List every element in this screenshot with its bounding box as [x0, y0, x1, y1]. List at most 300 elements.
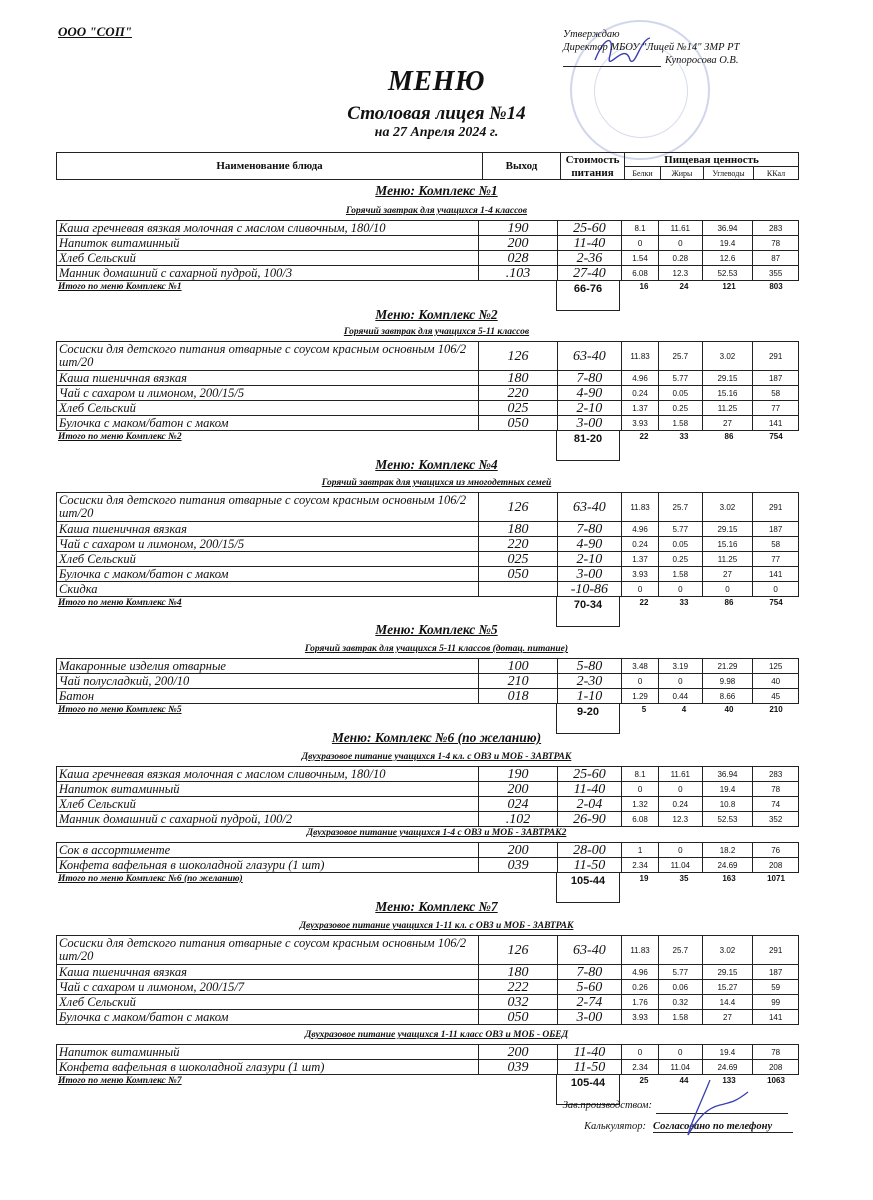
total-carbs: 86 [724, 432, 734, 441]
dish-fats: 11.61 [658, 767, 702, 782]
col-kcal-header: ККал [754, 167, 799, 180]
dish-cost: 27-40 [557, 266, 621, 281]
dish-fats: 25.7 [658, 493, 702, 522]
dish-carbs: 3.02 [702, 936, 753, 965]
total-cost: 66-76 [556, 281, 620, 311]
dish-fats: 1.58 [658, 416, 702, 431]
group-subtitle: Двухразовое питание учащихся 1-11 кл. с ОВЗ и МОБ - ЗАВТРАК [299, 921, 574, 931]
dish-output: 200 [479, 236, 557, 251]
dish-fats: 0 [658, 1045, 702, 1060]
total-label: Итого по меню Комплекс №4 [58, 598, 182, 608]
dish-cost: -10-86 [557, 582, 622, 597]
total-proteins: 5 [641, 705, 647, 714]
section-title: Меню: Комплекс №7 [375, 899, 498, 914]
dish-fats: 25.7 [658, 936, 702, 965]
dish-proteins: 11.83 [622, 342, 659, 371]
table-row [57, 1010, 799, 1025]
dish-cost: 7-80 [557, 522, 622, 537]
col-nutrition-header: Пищевая ценность [625, 153, 799, 167]
dish-output: 222 [479, 980, 557, 995]
dish-fats: 0 [658, 236, 702, 251]
dish-fats: 0.05 [658, 386, 702, 401]
table-row [57, 797, 799, 812]
dish-kcal: 187 [753, 371, 799, 386]
dish-carbs: 14.4 [702, 995, 753, 1010]
group-subtitle: Двухразовое питание учащихся 1-4 с ОВЗ и МОБ - ЗАВТРАК2 [306, 828, 567, 838]
table-row [57, 221, 799, 236]
dish-carbs: 27 [702, 567, 753, 582]
dish-proteins: 6.08 [622, 812, 659, 827]
total-kcal: 754 [769, 432, 783, 441]
dish-name: Хлеб Сельский [57, 401, 479, 416]
dish-cost: 4-90 [557, 386, 621, 401]
dish-proteins: 4.96 [622, 965, 659, 980]
total-kcal: 210 [769, 705, 783, 714]
total-kcal: 803 [769, 282, 783, 291]
dish-carbs: 29.15 [702, 371, 753, 386]
dish-output: 050 [479, 416, 557, 431]
table-row [57, 493, 799, 522]
group-subtitle: Горячий завтрак для учащихся 5-11 классов [343, 327, 530, 337]
dish-carbs: 3.02 [702, 342, 753, 371]
dish-kcal: 58 [753, 537, 799, 552]
dish-output: 180 [479, 522, 557, 537]
total-fats: 33 [679, 598, 689, 607]
dish-output [479, 582, 557, 597]
menu-table [56, 220, 799, 281]
table-row [57, 266, 799, 281]
total-label: Итого по меню Комплекс №1 [58, 282, 182, 292]
dish-carbs: 52.53 [702, 266, 753, 281]
table-row [57, 843, 799, 858]
dish-kcal: 291 [753, 342, 799, 371]
table-row [57, 674, 799, 689]
menu-table [56, 766, 799, 827]
dish-carbs: 29.15 [702, 522, 753, 537]
total-fats: 35 [679, 874, 689, 883]
dish-name: Сок в ассортименте [57, 843, 479, 858]
dish-output: 210 [479, 674, 557, 689]
total-cost: 70-34 [556, 597, 620, 627]
dish-fats: 0.32 [658, 995, 702, 1010]
dish-fats: 11.04 [658, 858, 702, 873]
dish-kcal: 208 [753, 858, 799, 873]
approval-line2: Директор МБОУ "Лицей №14" ЗМР РТ [563, 42, 740, 53]
total-fats: 4 [681, 705, 687, 714]
section-title: Меню: Комплекс №5 [375, 622, 498, 637]
dish-fats: 0.25 [658, 552, 702, 567]
total-cost: 105-44 [556, 1075, 620, 1105]
menu-table [56, 842, 799, 873]
dish-proteins: 1.32 [622, 797, 659, 812]
dish-carbs: 15.27 [702, 980, 753, 995]
dish-kcal: 291 [753, 936, 799, 965]
group-subtitle: Горячий завтрак для учащихся 1-4 классов [345, 206, 528, 216]
dish-cost: 11-40 [557, 1045, 621, 1060]
section-title: Меню: Комплекс №4 [375, 457, 498, 472]
dish-output: 039 [479, 858, 557, 873]
dish-output: 126 [479, 493, 557, 522]
dish-kcal: 187 [753, 965, 799, 980]
dish-name: Каша гречневая вязкая молочная с маслом сливочным, 180/10 [57, 221, 479, 236]
dish-cost: 63-40 [557, 342, 621, 371]
dish-output: 190 [479, 221, 557, 236]
dish-output: 032 [479, 995, 557, 1010]
dish-name: Булочка с маком/батон с маком [57, 567, 479, 582]
dish-proteins: 1.37 [622, 552, 659, 567]
document-subtitle: Столовая лицея №14 [347, 103, 526, 124]
table-row [57, 965, 799, 980]
dish-name: Каша пшеничная вязкая [57, 522, 479, 537]
dish-output: .103 [479, 266, 557, 281]
dish-cost: 2-74 [557, 995, 621, 1010]
dish-kcal: 87 [753, 251, 799, 266]
dish-carbs: 8.66 [702, 689, 753, 704]
dish-kcal: 187 [753, 522, 799, 537]
dish-cost: 5-80 [557, 659, 621, 674]
col-proteins-header: Белки [625, 167, 661, 180]
dish-fats: 11.04 [658, 1060, 702, 1075]
table-row [57, 371, 799, 386]
dish-kcal: 78 [753, 1045, 799, 1060]
group-subtitle: Горячий завтрак для учащихся 5-11 классов (дотац. питание) [304, 644, 569, 654]
dish-cost: 2-04 [557, 797, 621, 812]
dish-kcal: 141 [753, 416, 799, 431]
col-output-header: Выход [483, 153, 561, 180]
dish-proteins: 3.93 [622, 1010, 659, 1025]
menu-table [56, 341, 799, 431]
dish-cost: 7-80 [557, 371, 621, 386]
dish-cost: 2-10 [557, 401, 621, 416]
dish-cost: 11-50 [557, 858, 621, 873]
total-carbs: 121 [722, 282, 736, 291]
dish-kcal: 77 [753, 552, 799, 567]
dish-kcal: 125 [753, 659, 799, 674]
dish-name: Скидка [57, 582, 479, 597]
dish-carbs: 29.15 [702, 965, 753, 980]
group-subtitle: Двухразовое питание учащихся 1-11 класс ОВЗ и МОБ - ОБЕД [304, 1030, 569, 1040]
dish-proteins: 1.76 [622, 995, 659, 1010]
approval-signer: Купоросова О.В. [665, 55, 739, 66]
dish-name: Чай с сахаром и лимоном, 200/15/5 [57, 386, 479, 401]
table-row [57, 936, 799, 965]
section-title: Меню: Комплекс №1 [375, 183, 498, 198]
dish-proteins: 0 [622, 674, 659, 689]
dish-output: 039 [479, 1060, 557, 1075]
table-row [57, 782, 799, 797]
dish-output: 200 [479, 1045, 557, 1060]
calculator-value: Согласовано по телефону [653, 1121, 793, 1133]
dish-proteins: 3.48 [622, 659, 659, 674]
table-row [57, 537, 799, 552]
dish-output: 126 [479, 342, 557, 371]
dish-cost: 63-40 [557, 493, 622, 522]
table-row [57, 401, 799, 416]
dish-proteins: 8.1 [622, 767, 659, 782]
dish-cost: 25-60 [557, 767, 621, 782]
dish-output: 200 [479, 843, 557, 858]
dish-kcal: 58 [753, 386, 799, 401]
dish-name: Чай полусладкий, 200/10 [57, 674, 479, 689]
dish-cost: 28-00 [557, 843, 621, 858]
table-row [57, 416, 799, 431]
dish-kcal: 40 [753, 674, 799, 689]
total-proteins: 22 [639, 598, 649, 607]
calculator-label: Калькулятор: [584, 1121, 646, 1132]
dish-output: 126 [479, 936, 557, 965]
dish-cost: 1-10 [557, 689, 621, 704]
dish-carbs: 12.6 [702, 251, 753, 266]
dish-output: 025 [479, 401, 557, 416]
dish-name: Сосиски для детского питания отварные с соусом красным основным 106/2 шт/20 [57, 936, 479, 965]
dish-name: Булочка с маком/батон с маком [57, 1010, 479, 1025]
table-row [57, 1060, 799, 1075]
dish-name: Хлеб Сельский [57, 251, 479, 266]
dish-carbs: 11.25 [702, 401, 753, 416]
total-proteins: 19 [639, 874, 649, 883]
dish-name: Каша пшеничная вязкая [57, 965, 479, 980]
dish-kcal: 99 [753, 995, 799, 1010]
menu-table [56, 658, 799, 704]
dish-carbs: 19.4 [702, 236, 753, 251]
dish-proteins: 4.96 [622, 522, 659, 537]
total-carbs: 86 [724, 598, 734, 607]
section-title: Меню: Комплекс №6 (по желанию) [331, 730, 542, 745]
dish-kcal: 74 [753, 797, 799, 812]
dish-fats: 0.05 [658, 537, 702, 552]
dish-carbs: 15.16 [702, 537, 753, 552]
table-row [57, 342, 799, 371]
approval-block [563, 28, 739, 67]
menu-table [56, 1044, 799, 1075]
dish-name: Напиток витаминный [57, 782, 479, 797]
dish-cost: 26-90 [557, 812, 621, 827]
dish-fats: 3.19 [658, 659, 702, 674]
dish-cost: 5-60 [557, 980, 621, 995]
dish-kcal: 141 [753, 567, 799, 582]
dish-carbs: 15.16 [702, 386, 753, 401]
dish-output: 220 [479, 537, 557, 552]
total-carbs: 40 [724, 705, 734, 714]
dish-cost: 63-40 [557, 936, 621, 965]
section-title: Меню: Комплекс №2 [375, 307, 498, 322]
total-fats: 44 [679, 1076, 689, 1085]
table-row [57, 812, 799, 827]
dish-fats: 25.7 [658, 342, 702, 371]
dish-proteins: 3.93 [622, 416, 659, 431]
dish-cost: 25-60 [557, 221, 621, 236]
dish-output: 100 [479, 659, 557, 674]
dish-carbs: 52.53 [702, 812, 753, 827]
col-carbs-header: Углеводы [704, 167, 754, 180]
dish-carbs: 36.94 [702, 221, 753, 236]
dish-proteins: 0 [622, 236, 659, 251]
table-row [57, 995, 799, 1010]
dish-fats: 11.61 [658, 221, 702, 236]
dish-kcal: 208 [753, 1060, 799, 1075]
dish-carbs: 18.2 [702, 843, 753, 858]
table-row [57, 1045, 799, 1060]
dish-output: 050 [479, 1010, 557, 1025]
dish-fats: 0.28 [658, 251, 702, 266]
dish-fats: 1.58 [658, 567, 702, 582]
dish-name: Сосиски для детского питания отварные с соусом красным основным 106/2 шт/20 [57, 342, 479, 371]
dish-fats: 0 [658, 782, 702, 797]
group-subtitle: Горячий завтрак для учащихся из многодетных семей [321, 478, 552, 488]
dish-kcal: 283 [753, 767, 799, 782]
dish-name: Хлеб Сельский [57, 797, 479, 812]
dish-name: Булочка с маком/батон с маком [57, 416, 479, 431]
dish-proteins: 11.83 [622, 936, 659, 965]
dish-kcal: 0 [753, 582, 799, 597]
dish-cost: 7-80 [557, 965, 621, 980]
dish-carbs: 21.29 [702, 659, 753, 674]
table-row [57, 567, 799, 582]
dish-cost: 3-00 [557, 567, 622, 582]
table-row [57, 522, 799, 537]
dish-kcal: 78 [753, 782, 799, 797]
total-proteins: 16 [639, 282, 649, 291]
organization-name: ООО "СОП" [58, 24, 133, 39]
dish-fats: 0.25 [658, 401, 702, 416]
dish-fats: 0.24 [658, 797, 702, 812]
dish-kcal: 77 [753, 401, 799, 416]
table-row [57, 767, 799, 782]
dish-carbs: 11.25 [702, 552, 753, 567]
dish-carbs: 24.69 [702, 1060, 753, 1075]
dish-output: 050 [479, 567, 557, 582]
dish-carbs: 36.94 [702, 767, 753, 782]
col-cost-header-1: Стоимость [561, 153, 625, 167]
dish-proteins: 1.37 [622, 401, 659, 416]
dish-proteins: 0 [622, 582, 659, 597]
total-cost: 81-20 [556, 431, 620, 461]
dish-carbs: 10.8 [702, 797, 753, 812]
dish-proteins: 0 [622, 1045, 659, 1060]
dish-kcal: 352 [753, 812, 799, 827]
table-row [57, 858, 799, 873]
table-row [57, 659, 799, 674]
dish-kcal: 141 [753, 1010, 799, 1025]
approval-line1: Утверждаю [563, 29, 620, 40]
document-title: МЕНЮ [388, 66, 485, 97]
dish-proteins: 3.93 [622, 567, 659, 582]
dish-proteins: 0.24 [622, 537, 659, 552]
dish-proteins: 0 [622, 782, 659, 797]
table-row [57, 251, 799, 266]
dish-name: Макаронные изделия отварные [57, 659, 479, 674]
col-name-header: Наименование блюда [57, 153, 483, 180]
group-subtitle: Двухразовое питание учащихся 1-4 кл. с ОВЗ и МОБ - ЗАВТРАК [301, 752, 572, 762]
dish-proteins: 0.24 [622, 386, 659, 401]
total-label: Итого по меню Комплекс №7 [58, 1076, 182, 1086]
dish-carbs: 19.4 [702, 1045, 753, 1060]
dish-proteins: 1 [622, 843, 659, 858]
dish-output: 180 [479, 371, 557, 386]
dish-cost: 11-40 [557, 236, 621, 251]
table-row [57, 236, 799, 251]
dish-proteins: 2.34 [622, 1060, 659, 1075]
dish-name: Хлеб Сельский [57, 552, 479, 567]
document-date: на 27 Апреля 2024 г. [374, 125, 499, 140]
dish-name: Батон [57, 689, 479, 704]
dish-output: 028 [479, 251, 557, 266]
total-proteins: 22 [639, 432, 649, 441]
dish-output: .102 [479, 812, 557, 827]
total-carbs: 133 [722, 1076, 736, 1085]
dish-output: 025 [479, 552, 557, 567]
dish-kcal: 283 [753, 221, 799, 236]
dish-output: 018 [479, 689, 557, 704]
dish-proteins: 8.1 [622, 221, 659, 236]
total-label: Итого по меню Комплекс №6 (по желанию) [58, 874, 243, 884]
total-fats: 24 [679, 282, 689, 291]
dish-output: 180 [479, 965, 557, 980]
total-fats: 33 [679, 432, 689, 441]
dish-output: 200 [479, 782, 557, 797]
dish-carbs: 3.02 [702, 493, 753, 522]
dish-fats: 0.44 [658, 689, 702, 704]
total-carbs: 163 [722, 874, 736, 883]
total-kcal: 754 [769, 598, 783, 607]
dish-carbs: 27 [702, 1010, 753, 1025]
table-row [57, 689, 799, 704]
dish-cost: 11-50 [557, 1060, 621, 1075]
menu-table [56, 492, 799, 597]
table-row [57, 386, 799, 401]
total-label: Итого по меню Комплекс №5 [58, 705, 182, 715]
dish-cost: 4-90 [557, 537, 622, 552]
dish-kcal: 78 [753, 236, 799, 251]
dish-proteins: 0.26 [622, 980, 659, 995]
dish-name: Напиток витаминный [57, 236, 479, 251]
dish-fats: 5.77 [658, 965, 702, 980]
dish-name: Конфета вафельная в шоколадной глазури (1 шт) [57, 1060, 479, 1075]
dish-output: 190 [479, 767, 557, 782]
dish-name: Хлеб Сельский [57, 995, 479, 1010]
dish-name: Манник домашний с сахарной пудрой, 100/3 [57, 266, 479, 281]
dish-proteins: 2.34 [622, 858, 659, 873]
calculator-signature [680, 1080, 760, 1140]
dish-output: 024 [479, 797, 557, 812]
dish-fats: 12.3 [658, 266, 702, 281]
dish-carbs: 0 [702, 582, 753, 597]
dish-name: Сосиски для детского питания отварные с соусом красным основным 106/2 шт/20 [57, 493, 479, 522]
dish-proteins: 4.96 [622, 371, 659, 386]
dish-cost: 2-10 [557, 552, 622, 567]
dish-kcal: 291 [753, 493, 799, 522]
dish-kcal: 355 [753, 266, 799, 281]
dish-proteins: 1.29 [622, 689, 659, 704]
dish-cost: 2-30 [557, 674, 621, 689]
dish-fats: 0 [658, 674, 702, 689]
dish-name: Чай с сахаром и лимоном, 200/15/5 [57, 537, 479, 552]
total-kcal: 1063 [767, 1076, 785, 1085]
dish-proteins: 11.83 [622, 493, 659, 522]
dish-kcal: 59 [753, 980, 799, 995]
dish-name: Каша гречневая вязкая молочная с маслом сливочным, 180/10 [57, 767, 479, 782]
dish-fats: 0 [658, 582, 702, 597]
table-row [57, 582, 799, 597]
dish-fats: 5.77 [658, 371, 702, 386]
dish-cost: 3-00 [557, 416, 621, 431]
dish-fats: 0.06 [658, 980, 702, 995]
dish-cost: 2-36 [557, 251, 621, 266]
dish-proteins: 6.08 [622, 266, 659, 281]
dish-name: Чай с сахаром и лимоном, 200/15/7 [57, 980, 479, 995]
dish-carbs: 27 [702, 416, 753, 431]
dish-fats: 12.3 [658, 812, 702, 827]
